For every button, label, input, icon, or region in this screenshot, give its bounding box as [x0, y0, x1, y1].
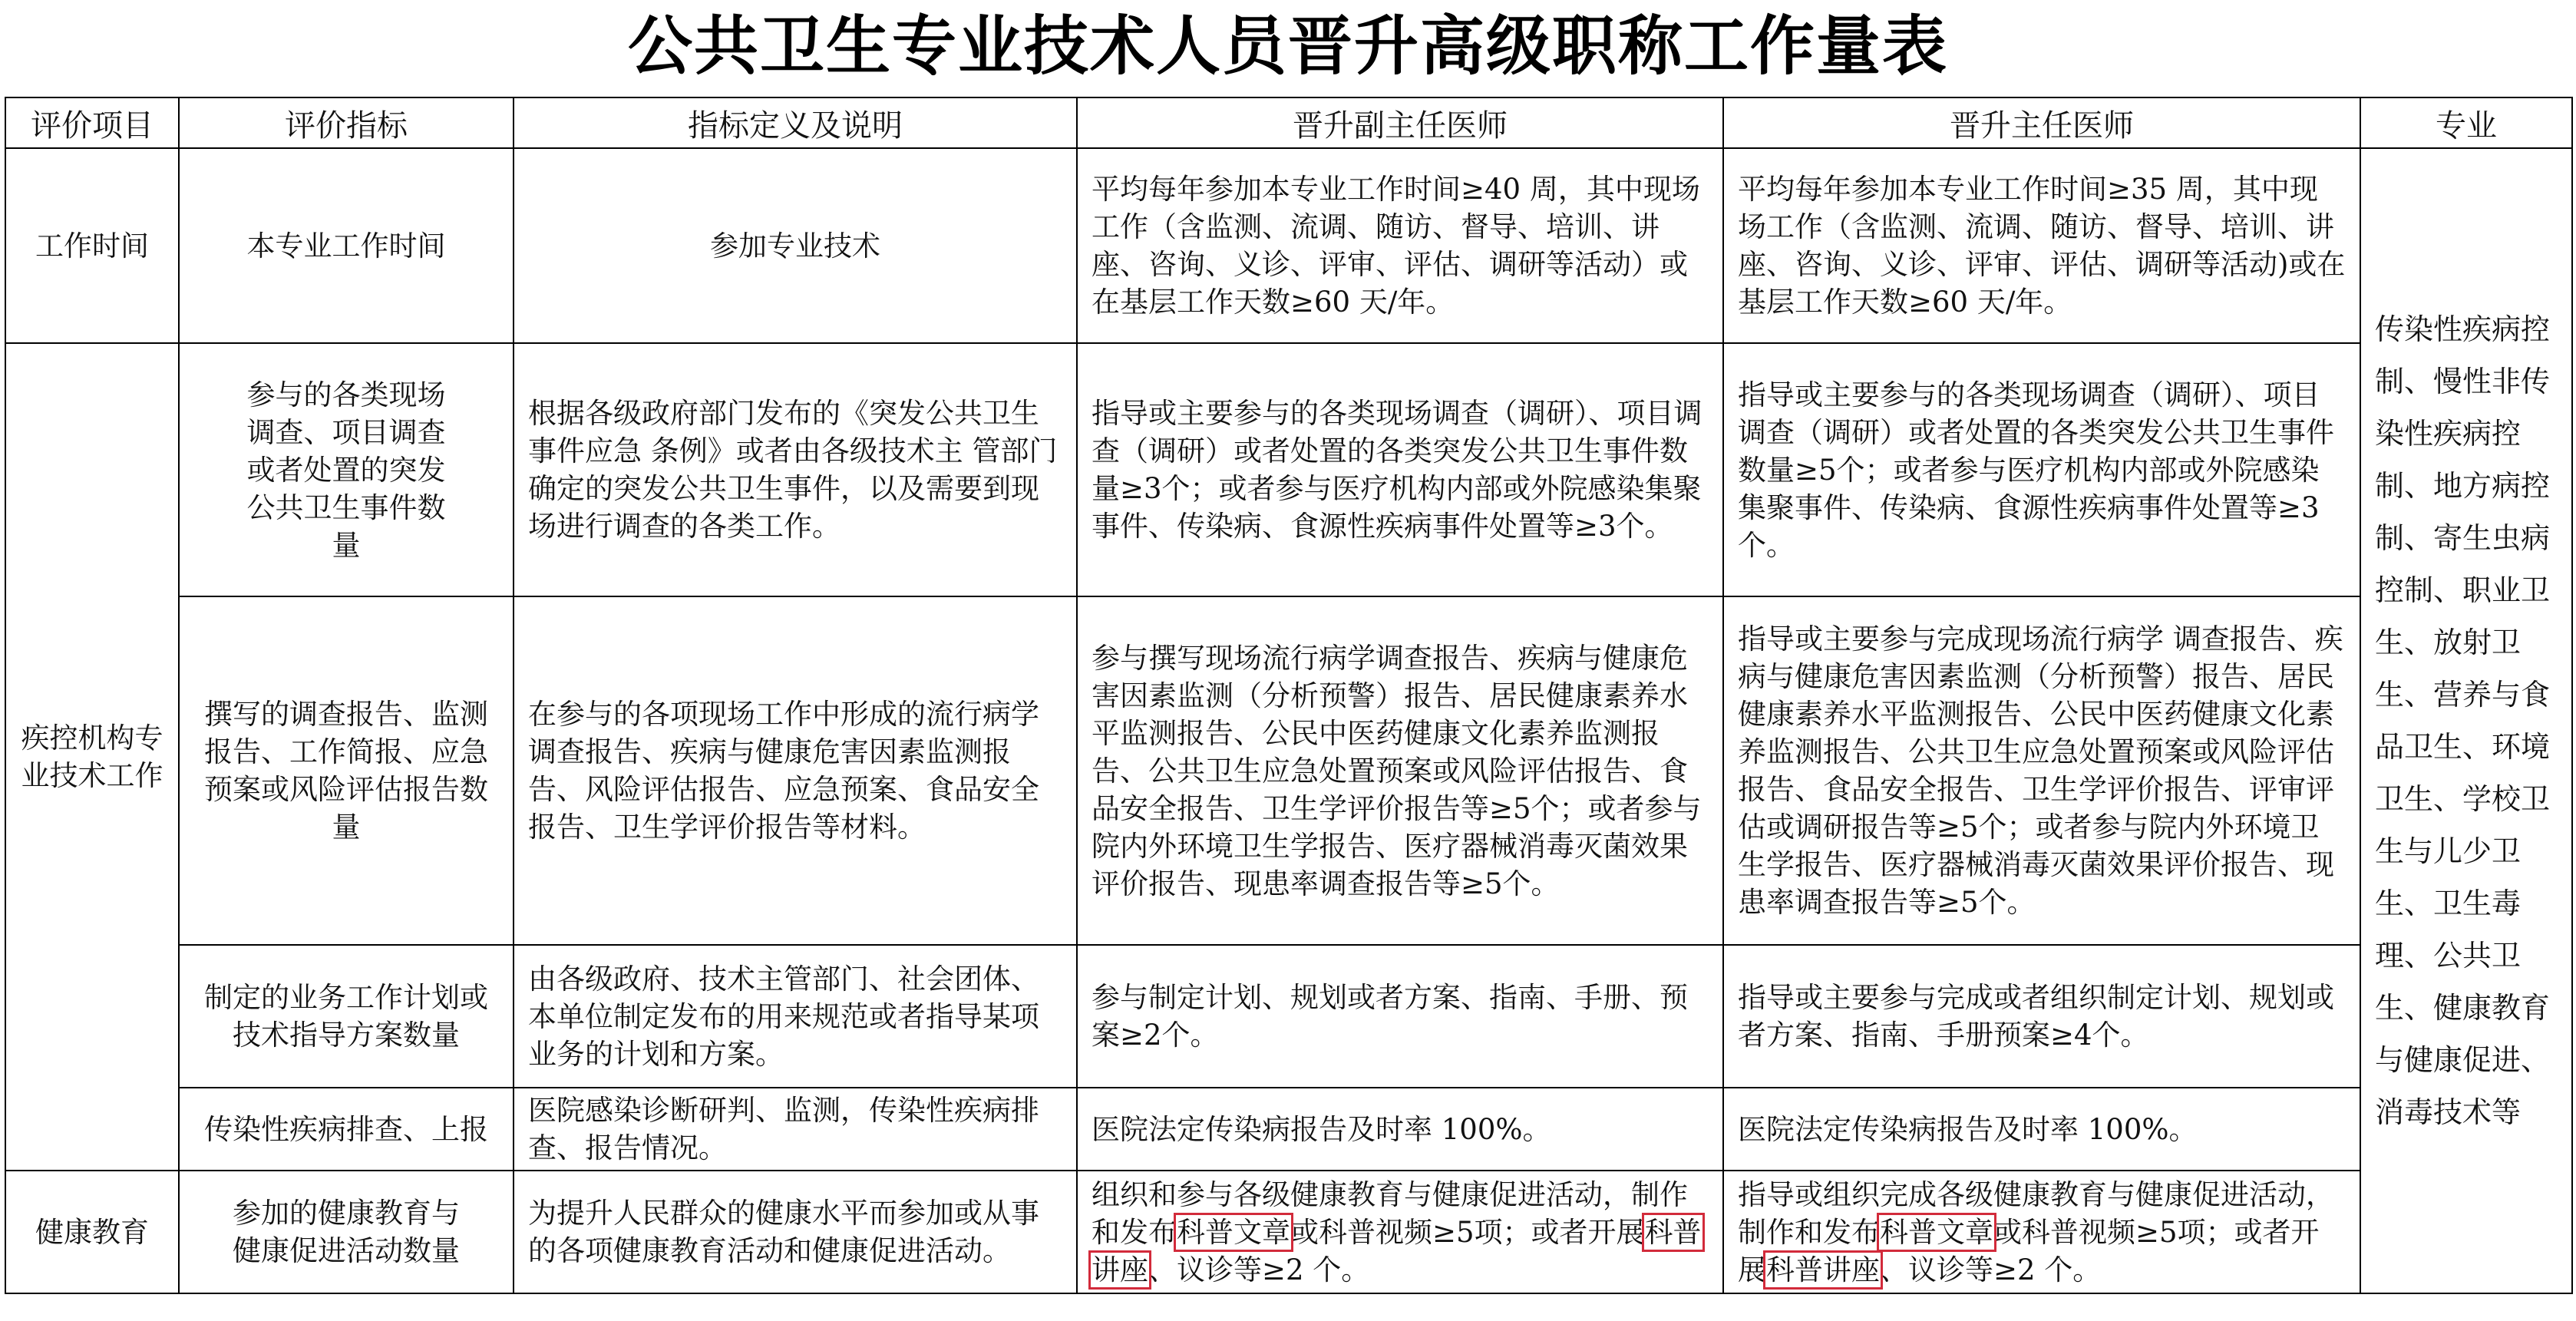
page-title: 公共卫生专业技术人员晋升高级职称工作量表 — [627, 8, 1948, 84]
table-row — [5, 596, 2572, 945]
highlight-box-science-lecture: 科普讲座 — [1766, 1253, 1880, 1286]
requirement-text: 组织和参与各级健康教育与健康促进活动，制作和发布 — [1091, 1177, 1688, 1249]
requirement-text: 指导或组织完成各级健康教育与健康促进活动，制作和发布 — [1738, 1177, 2334, 1249]
indicator-cell: 撰写的调查报告、监测报告、工作简报、应急预案或风险评估报告数量 — [179, 596, 514, 945]
workload-table — [5, 97, 2573, 1294]
header-specialty: 专业 — [2360, 97, 2572, 148]
deputy-requirement-cell: 参与撰写现场流行病学调查报告、疾病与健康危害因素监测（分析预警）报告、居民健康素养水平监测报告、公民中医药健康文化素养监测报告、公共卫生应急处置预案或风险评估报告、食品安全报告、卫生学评价报告等≥5个；或者参与院内外环境卫生学报告、医疗器械消毒灭菌效果评价报告、现患率调查报告等≥5个。 — [1077, 596, 1723, 945]
header-definition: 指标定义及说明 — [514, 97, 1077, 148]
deputy-requirement-cell: 平均每年参加本专业工作时间≥40 周，其中现场工作（含监测、流调、随访、督导、培训、讲座、咨询、义诊、评审、评估、调研等活动）或在基层工作天数≥60 天/年。 — [1077, 148, 1723, 343]
definition-cell: 根据各级政府部门发布的《突发公共卫生事件应急 条例》或者由各级技术主 管部门确定的突发公共卫生事件，以及需要到现场进行调查的各类工作。 — [514, 343, 1077, 596]
definition-cell: 由各级政府、技术主管部门、社会团体、本单位制定发布的用来规范或者指导某项业务的计划和方案。 — [514, 945, 1077, 1088]
category-cell: 疾控机构专业技术工作 — [5, 343, 179, 1171]
header-indicator: 评价指标 — [179, 97, 514, 148]
deputy-requirement-cell: 医院法定传染病报告及时率 100%。 — [1077, 1088, 1723, 1171]
chief-requirement-cell: 指导或主要参与完成现场流行病学 调查报告、疾病与健康危害因素监测（分析预警）报告、居民健康素养水平监测报告、公民中医药健康文化素养监测报告、公共卫生应急处置预案或风险评估报告、食品安全报告、卫生学评价报告、评审评估或调研报告等≥5个；或者参与院内外环境卫生学报告、医疗器械消毒灭菌效果评价报告、现患率调查报告等≥5个。 — [1723, 596, 2360, 945]
definition-cell: 为提升人民群众的健康水平而参加或从事的各项健康教育活动和健康促进活动。 — [514, 1171, 1077, 1293]
deputy-requirement-cell: 指导或主要参与的各类现场调查（调研）、项目调查（调研）或者处置的各类突发公共卫生事件数量≥3个；或者参与医疗机构内部或外院感染集聚事件、传染病、食源性疾病事件处置等≥3个。 — [1077, 343, 1723, 596]
header-chief: 晋升主任医师 — [1723, 97, 2360, 148]
definition-cell: 医院感染诊断研判、监测，传染性疾病排查、报告情况。 — [514, 1088, 1077, 1171]
table-row — [5, 1171, 2572, 1293]
indicator-cell: 传染性疾病排查、上报 — [179, 1088, 514, 1171]
deputy-requirement-cell: 参与制定计划、规划或者方案、指南、手册、预案≥2个。 — [1077, 945, 1723, 1088]
requirement-text: 或科普视频≥5项；或者开展 — [1290, 1215, 1645, 1249]
category-cell: 健康教育 — [5, 1171, 179, 1293]
chief-requirement-cell — [1723, 1171, 2360, 1293]
indicator-cell: 参与的各类现场调查、项目调查或者处置的突发公共卫生事件数量 — [179, 343, 514, 596]
table-row — [5, 343, 2572, 596]
highlight-box-science-article: 科普文章 — [1880, 1215, 1993, 1249]
table-row — [5, 1088, 2572, 1171]
header-category: 评价项目 — [5, 97, 179, 148]
header-deputy-chief: 晋升副主任医师 — [1077, 97, 1723, 148]
deputy-requirement-cell — [1077, 1171, 1723, 1293]
indicator-cell: 参加的健康教育与健康促进活动数量 — [179, 1171, 514, 1293]
highlight-box-science-lecture: 科普讲座 — [1091, 1215, 1702, 1286]
table-row — [5, 148, 2572, 343]
definition-cell: 参加专业技术 — [514, 148, 1077, 343]
requirement-text: 、议诊等≥2 个。 — [1148, 1253, 1370, 1286]
requirement-text: 或科普视频≥5项；或者开展 — [1738, 1215, 2320, 1286]
chief-requirement-cell: 指导或主要参与的各类现场调查（调研）、项目调查（调研）或者处置的各类突发公共卫生事件数量≥5个；或者参与医疗机构内部或外院感染集聚事件、传染病、食源性疾病事件处置等≥3个。 — [1723, 343, 2360, 596]
highlight-box-science-article: 科普文章 — [1177, 1215, 1290, 1249]
chief-requirement-cell: 医院法定传染病报告及时率 100%。 — [1723, 1088, 2360, 1171]
definition-cell: 在参与的各项现场工作中形成的流行病学调查报告、疾病与健康危害因素监测报告、风险评估报告、应急预案、食品安全报告、卫生学评价报告等材料。 — [514, 596, 1077, 945]
table-row — [5, 945, 2572, 1088]
indicator-cell: 制定的业务工作计划或技术指导方案数量 — [179, 945, 514, 1088]
chief-requirement-cell: 指导或主要参与完成或者组织制定计划、规划或者方案、指南、手册预案≥4个。 — [1723, 945, 2360, 1088]
indicator-cell: 本专业工作时间 — [179, 148, 514, 343]
chief-requirement-cell: 平均每年参加本专业工作时间≥35 周，其中现场工作（含监测、流调、随访、督导、培训、讲座、咨询、义诊、评审、评估、调研等活动)或在基层工作天数≥60 天/年。 — [1723, 148, 2360, 343]
specialty-cell: 传染性疾病控制、慢性非传染性疾病控制、地方病控制、寄生虫病控制、职业卫生、放射卫生、营养与食品卫生、环境卫生、学校卫生与儿少卫生、卫生毒理、公共卫生、健康教育与健康促进、消毒技术等 — [2360, 148, 2572, 1293]
requirement-text: 、议诊等≥2 个。 — [1880, 1253, 2102, 1286]
category-cell: 工作时间 — [5, 148, 179, 343]
header-row — [5, 97, 2572, 148]
